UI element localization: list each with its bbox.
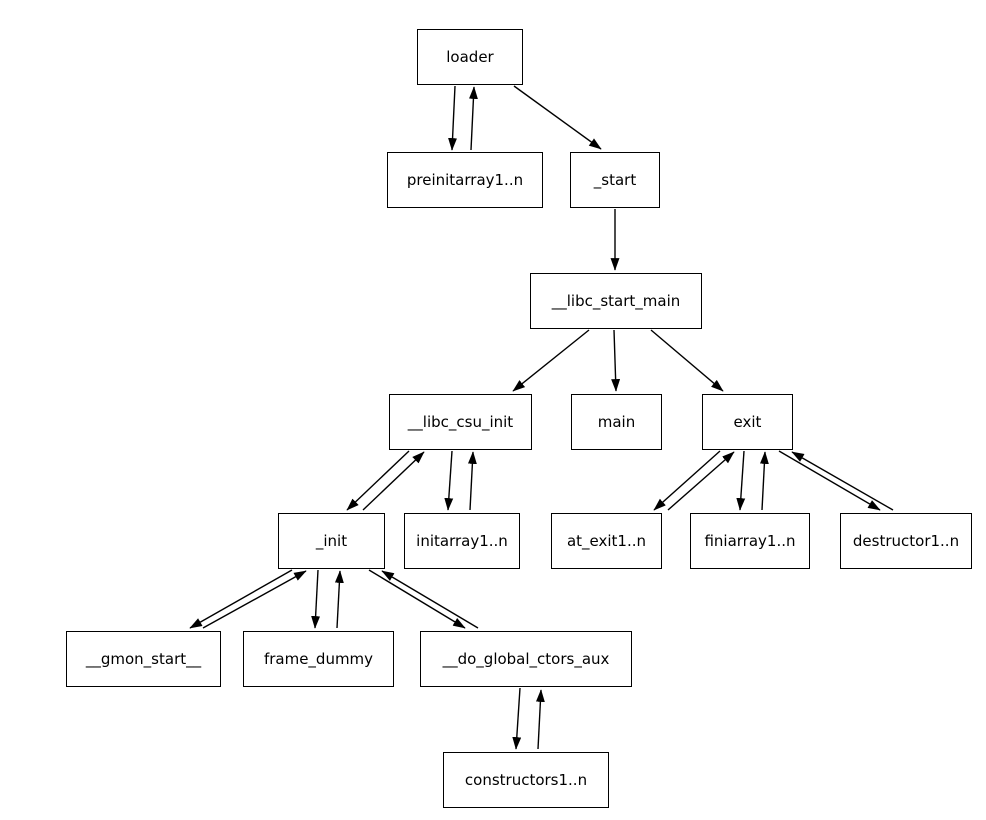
node-label: loader xyxy=(446,47,494,66)
node-finiarray[interactable] xyxy=(690,513,810,569)
node-initarray[interactable] xyxy=(404,513,520,569)
edge-libc-start-main-exit xyxy=(651,330,723,391)
edge-csu-init-initarray xyxy=(448,451,452,510)
edge-at-exit-exit xyxy=(668,452,734,510)
node-destructor[interactable] xyxy=(840,513,972,569)
node-label: _start xyxy=(593,170,637,189)
node-label: constructors1..n xyxy=(464,770,588,789)
node-label: _init xyxy=(315,531,348,550)
edge-exit-destructor xyxy=(779,451,880,510)
node-label: __libc_start_main xyxy=(551,291,681,310)
node-libc-csu-init[interactable] xyxy=(389,394,532,450)
node-label: main xyxy=(597,412,636,431)
edge-libc-start-main-csu-init xyxy=(513,330,589,391)
node-at-exit[interactable] xyxy=(551,513,662,569)
node-label: __do_global_ctors_aux xyxy=(442,649,610,668)
node-gmon-start[interactable] xyxy=(66,631,221,687)
edge-do-global-ctors-aux-constructors xyxy=(516,688,520,749)
node-preinitarray[interactable] xyxy=(387,152,543,208)
node-label: preinitarray1..n xyxy=(406,170,524,189)
node-exit[interactable] xyxy=(702,394,793,450)
node-label: destructor1..n xyxy=(852,531,960,550)
node-label: finiarray1..n xyxy=(704,531,796,550)
node-main[interactable] xyxy=(571,394,662,450)
node-label: exit xyxy=(733,412,762,431)
node-label: frame_dummy xyxy=(263,649,374,668)
edge-libc-start-main-main xyxy=(614,330,616,391)
edge-frame-dummy-init xyxy=(337,571,340,628)
node-label: initarray1..n xyxy=(416,531,508,550)
node-loader[interactable] xyxy=(417,29,523,85)
edge-exit-at-exit xyxy=(654,451,720,510)
edge-initarray-csu-init xyxy=(470,452,473,510)
edge-csu-init-init xyxy=(347,451,409,510)
node-label: __gmon_start__ xyxy=(85,649,202,668)
edge-loader-preinitarray xyxy=(452,86,455,150)
node-libc-start-main[interactable] xyxy=(530,273,702,329)
edge-exit-finiarray xyxy=(740,451,744,510)
edge-init-csu-init xyxy=(363,452,424,510)
node-label: __libc_csu_init xyxy=(407,412,514,431)
edge-destructor-exit xyxy=(792,452,893,510)
node-constructors[interactable] xyxy=(443,752,609,808)
edge-init-do-global-ctors-aux xyxy=(369,570,465,628)
edge-constructors-do-global-ctors-aux xyxy=(538,690,541,749)
edge-finiarray-exit xyxy=(762,452,765,510)
node-init[interactable] xyxy=(278,513,385,569)
edge-preinitarray-loader xyxy=(471,87,474,150)
node-frame-dummy[interactable] xyxy=(243,631,394,687)
node-do-global-ctors-aux[interactable] xyxy=(420,631,632,687)
edge-gmon-start-init xyxy=(203,571,306,628)
edge-init-gmon-start xyxy=(190,570,292,628)
edge-loader-start xyxy=(514,86,601,149)
node-start[interactable] xyxy=(570,152,660,208)
edge-init-frame-dummy xyxy=(315,570,318,628)
node-label: at_exit1..n xyxy=(566,531,647,550)
edge-do-global-ctors-aux-init xyxy=(382,571,478,628)
